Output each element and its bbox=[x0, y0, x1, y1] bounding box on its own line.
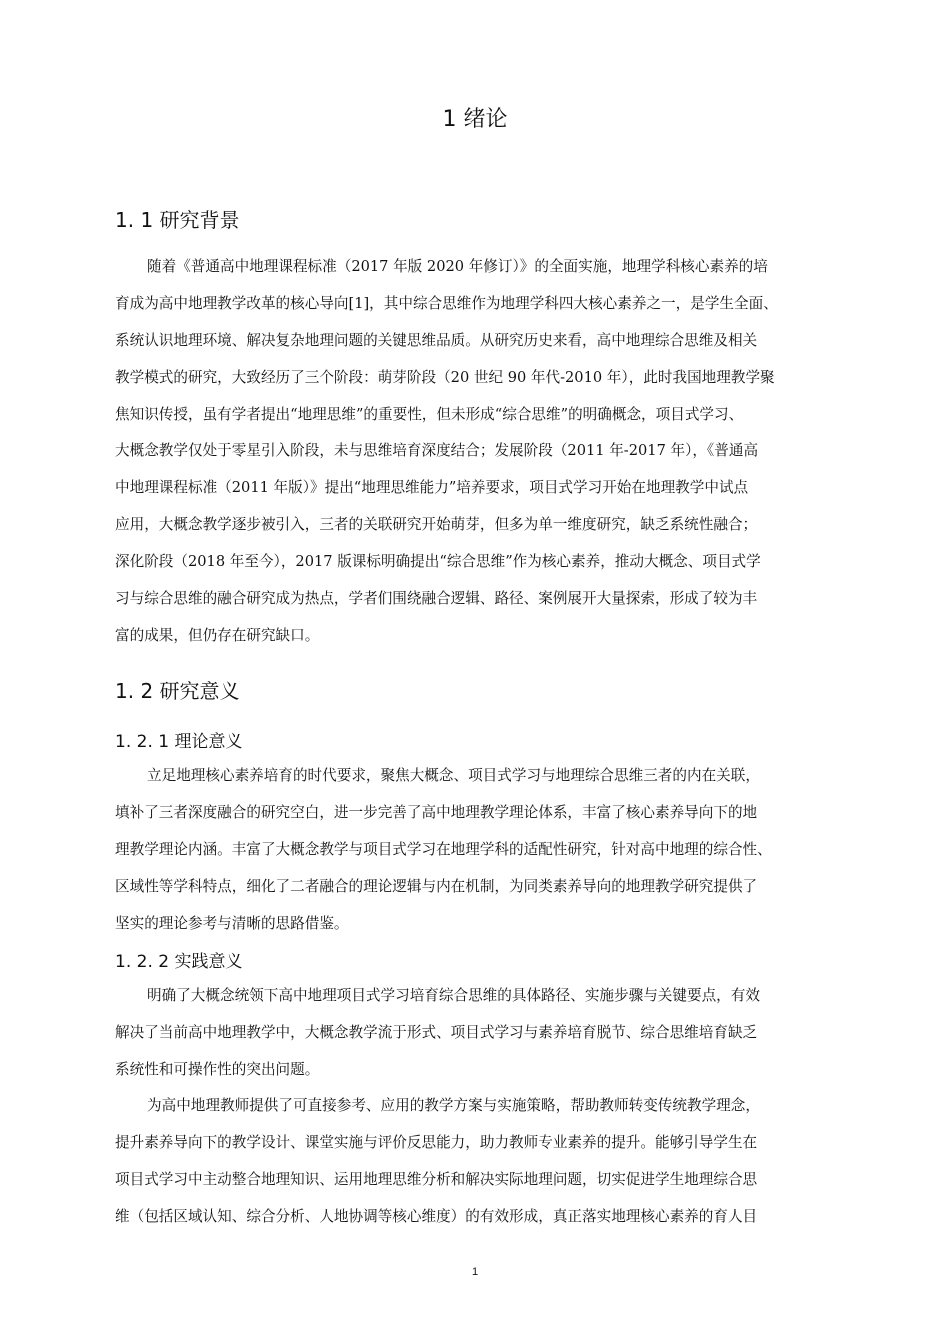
section-heading-research-significance: 1. 2 研究意义 bbox=[115, 679, 240, 703]
paragraph-line: 随着《普通高中地理课程标准（2017 年版 2020 年修订）》的全面实施，地理学科核心素养的培 bbox=[147, 258, 768, 275]
paragraph-research-background bbox=[115, 249, 875, 655]
subsection-heading-theory: 1. 2. 1 理论意义 bbox=[115, 732, 243, 752]
paragraph-line: 立足地理核心素养培育的时代要求，聚焦大概念、项目式学习与地理综合思维三者的内在关联， bbox=[147, 767, 760, 784]
paragraph-line: 焦知识传授，虽有学者提出“地理思维”的重要性，但未形成“综合思维”的明确概念，项目式学习、 bbox=[115, 405, 744, 423]
paragraph-line: 坚实的理论参考与清晰的思路借鉴。 bbox=[115, 914, 349, 932]
paragraph-line: 维（包括区域认知、综合分析、人地协调等核心维度）的有效形成，真正落实地理核心素养的育人目 bbox=[115, 1207, 758, 1225]
paragraph-line: 深化阶段（2018 年至今），2017 版课标明确提出“综合思维”作为核心素养，推动大概念、项目式学 bbox=[115, 553, 761, 571]
paragraph-line: 为高中地理教师提供了可直接参考、应用的教学方案与实施策略，帮助教师转变传统教学理念， bbox=[147, 1097, 760, 1114]
subsection-heading-practice: 1. 2. 2 实践意义 bbox=[115, 952, 243, 972]
paragraph-line: 解决了当前高中地理教学中，大概念教学流于形式、项目式学习与素养培育脱节、综合思维培育缺乏 bbox=[115, 1023, 758, 1041]
paragraph-practice-significance-1 bbox=[115, 978, 875, 1089]
paragraph-line: 区域性等学科特点，细化了二者融合的理论逻辑与内在机制，为同类素养导向的地理教学研究提供了 bbox=[115, 877, 758, 895]
paragraph-line: 明确了大概念统领下高中地理项目式学习培育综合思维的具体路径、实施步骤与关键要点，有效 bbox=[147, 987, 760, 1004]
paragraph-line: 提升素养导向下的教学设计、课堂实施与评价反思能力，助力教师专业素养的提升。能够引导学生在 bbox=[115, 1133, 758, 1151]
paragraph-line: 教学模式的研究，大致经历了三个阶段：萌芽阶段（20 世纪 90 年代-2010 年），此时我国地理教学聚 bbox=[115, 368, 775, 386]
paragraph-line: 富的成果，但仍存在研究缺口。 bbox=[115, 626, 320, 644]
section-heading-research-background: 1. 1 研究背景 bbox=[115, 208, 240, 232]
paragraph-line: 育成为高中地理教学改革的核心导向[1]，其中综合思维作为地理学科四大核心素养之一，是学生全面、 bbox=[115, 294, 778, 312]
paragraph-practice-significance-2 bbox=[115, 1088, 875, 1236]
paragraph-line: 填补了三者深度融合的研究空白，进一步完善了高中地理教学理论体系，丰富了核心素养导向下的地 bbox=[115, 803, 758, 821]
paragraph-line: 中地理课程标准（2011 年版）》提出“地理思维能力”培养要求，项目式学习开始在地理教学中试点 bbox=[115, 479, 749, 497]
paragraph-line: 项目式学习中主动整合地理知识、运用地理思维分析和解决实际地理问题，切实促进学生地理综合思 bbox=[115, 1170, 758, 1188]
paragraph-theory-significance bbox=[115, 758, 875, 942]
page-number: 1 bbox=[471, 1266, 479, 1278]
paragraph-line: 大概念教学仅处于零星引入阶段，未与思维培育深度结合；发展阶段（2011 年-2017 年），《普通高 bbox=[115, 442, 759, 460]
paragraph-line: 习与综合思维的融合研究成为热点，学者们围绕融合逻辑、路径、案例展开大量探索，形成了较为丰 bbox=[115, 590, 758, 608]
paragraph-line: 系统性和可操作性的突出问题。 bbox=[115, 1060, 320, 1078]
paragraph-line: 理教学理论内涵。丰富了大概念教学与项目式学习在地理学科的适配性研究，针对高中地理的综合性、 bbox=[115, 840, 772, 858]
paragraph-line: 应用，大概念教学逐步被引入，三者的关联研究开始萌芽，但多为单一维度研究，缺乏系统性融合； bbox=[115, 516, 758, 534]
paragraph-line: 系统认识地理环境、解决复杂地理问题的关键思维品质。从研究历史来看，高中地理综合思维及相关 bbox=[115, 331, 758, 349]
chapter-title: 1 绪论 bbox=[442, 107, 508, 132]
